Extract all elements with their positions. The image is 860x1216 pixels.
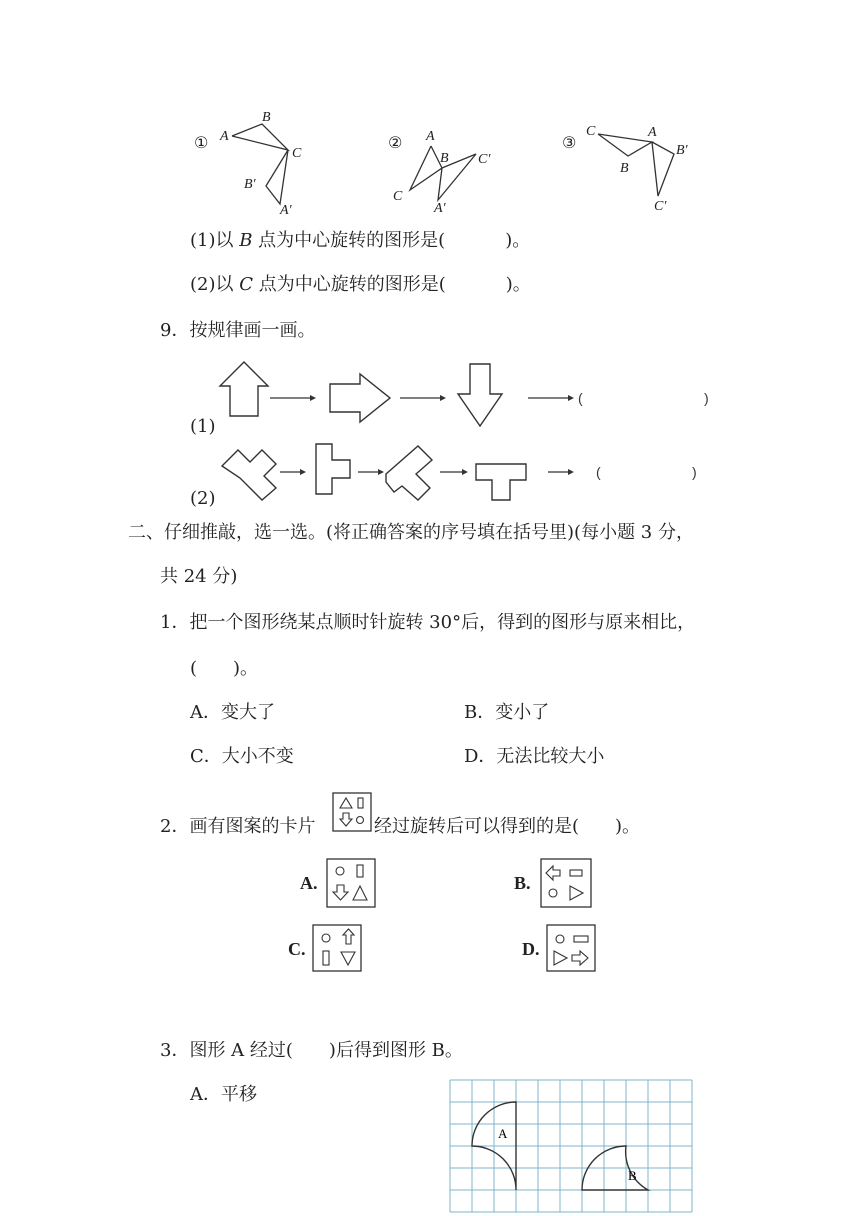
shape-a-label: A [498, 1126, 508, 1141]
label-C: C [586, 124, 596, 139]
label-A: A [426, 129, 435, 144]
label-C: C [393, 189, 403, 204]
label-B: B [620, 161, 629, 176]
s2q2-option-d-letter[interactable]: D. [522, 939, 540, 959]
t-shape-1 [222, 450, 276, 500]
s2q2-option-a-card[interactable] [326, 858, 376, 908]
s2q1-blank[interactable]: ( )。 [190, 658, 259, 679]
figure-3-shape [598, 134, 652, 156]
s2q2-stem-before: 2．画有图案的卡片 [160, 816, 316, 837]
label-C: C [292, 146, 302, 161]
s2q2-option-b-letter[interactable]: B. [514, 873, 531, 893]
label-A-prime: A′ [280, 203, 292, 218]
t-shape-2 [316, 444, 350, 494]
s2q2-stem-after: 经过旋转后可以得到的是( )。 [374, 816, 641, 837]
s2q2-option-a-letter[interactable]: A. [300, 873, 318, 893]
s2q1-option-c[interactable]: C．大小不变 [190, 746, 294, 767]
translation-grid [450, 1080, 690, 1214]
pattern-card [332, 792, 372, 832]
section-2-heading-cont: 共 24 分) [160, 566, 238, 587]
up-arrow-shape [220, 362, 268, 416]
label-B-prime: B′ [676, 143, 688, 158]
answer-close-paren: ) [692, 464, 697, 480]
label-C-prime: C′ [478, 152, 491, 167]
point-b: B [239, 230, 253, 251]
figure-2-number: ② [388, 133, 403, 152]
down-arrow-icon [340, 813, 352, 826]
shape-b-label: B [628, 1168, 637, 1183]
s2q3-option-a[interactable]: A．平移 [190, 1084, 257, 1105]
figure-1-number: ① [194, 133, 209, 152]
s2q2-option-c-card[interactable] [312, 924, 362, 972]
bar-icon [358, 798, 363, 808]
s2q2-option-b-card[interactable] [540, 858, 592, 908]
point-c: C [239, 274, 253, 295]
grid-lines [450, 1080, 692, 1212]
figure-2-shape [410, 146, 442, 190]
label-C-prime: C′ [654, 199, 667, 214]
q8-sub2: (2)以 C 点为中心旋转的图形是( )。 [190, 274, 531, 295]
s2q2-option-d-card[interactable] [546, 924, 596, 972]
s2q1-option-a[interactable]: A．变大了 [190, 702, 275, 723]
circle-icon [357, 817, 364, 824]
s2q1-stem: 1．把一个图形绕某点顺时针旋转 30°后，得到的图形与原来相比， [160, 612, 696, 633]
s2q3-stem: 3．图形 A 经过( )后得到图形 B。 [160, 1040, 463, 1061]
s2q1-option-b[interactable]: B．变小了 [464, 702, 550, 723]
q8-sub1: (1)以 B 点为中心旋转的图形是( )。 [190, 230, 531, 251]
pattern-row-2 [218, 442, 738, 506]
t-shape-4 [476, 464, 526, 500]
figure-3-number: ③ [562, 133, 577, 152]
s2q2-option-c-letter[interactable]: C. [288, 939, 306, 959]
answer-close-paren: ) [704, 390, 709, 406]
q9-title: 9．按规律画一画。 [160, 320, 316, 341]
answer-open-paren: ( [596, 464, 601, 480]
figure-1-shape [232, 124, 288, 150]
q9-row2-label: (2) [190, 488, 216, 509]
rotation-figures [190, 108, 710, 218]
label-B: B [440, 151, 449, 166]
q9-row1-label: (1) [190, 416, 216, 437]
s2q1-option-d[interactable]: D．无法比较大小 [464, 746, 605, 767]
section-2-heading: 二、仔细推敲，选一选。(将正确答案的序号填在括号里)(每小题 3 分， [128, 522, 694, 543]
label-A-prime: A′ [434, 201, 446, 216]
label-A: A [220, 129, 229, 144]
label-B-prime: B′ [244, 177, 256, 192]
triangle-icon [340, 798, 352, 808]
right-arrow-shape [330, 374, 390, 422]
answer-open-paren: ( [578, 390, 583, 406]
t-shape-3 [386, 446, 432, 500]
label-B: B [262, 110, 271, 125]
label-A: A [648, 125, 657, 140]
down-arrow-shape [458, 364, 502, 426]
pattern-row-1 [218, 360, 738, 430]
